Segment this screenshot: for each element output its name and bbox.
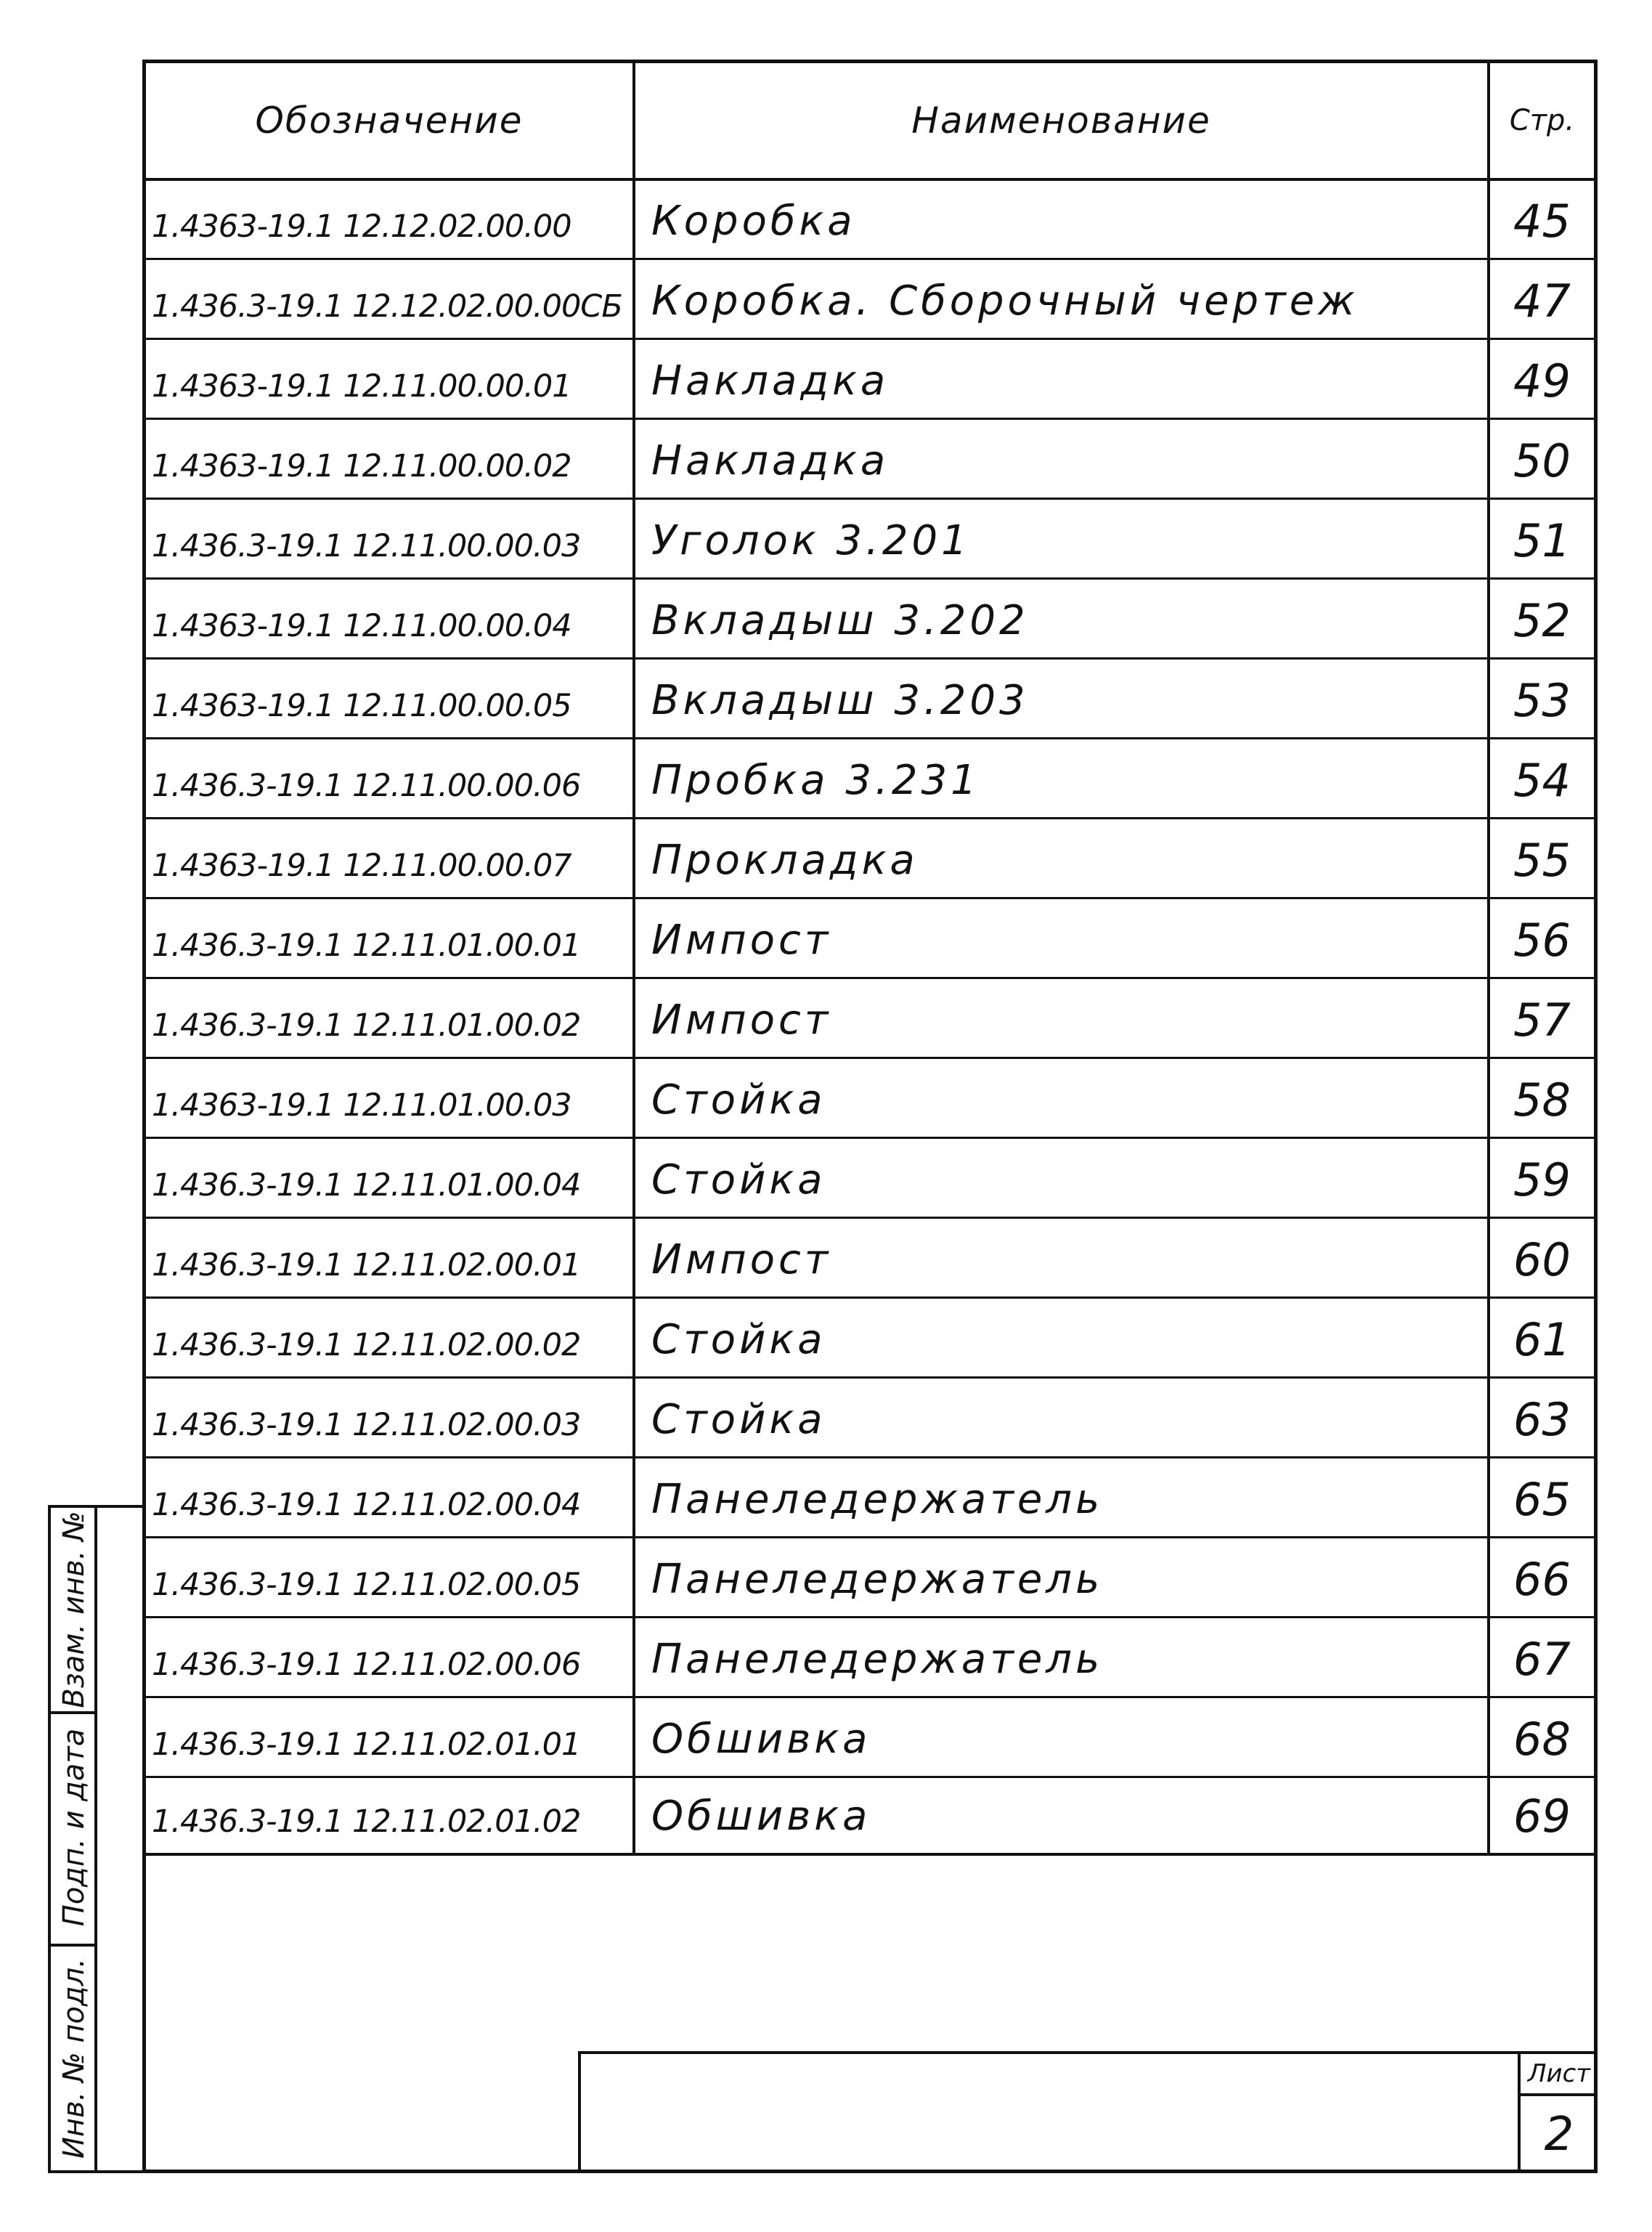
table-row [146,1456,1594,1536]
row-name: Панеледержатель [635,1538,1490,1616]
table-row [146,258,1594,338]
row-name: Прокладка [635,819,1490,897]
row-name: Накладка [635,340,1490,418]
row-page: 61 [1513,1313,1571,1366]
row-designation: 1.436.3-19.1 12.11.02.01.02 [146,1778,635,1853]
row-name: Стойка [635,1379,1490,1456]
row-designation: 1.436.3-19.1 12.11.01.00.01 [146,899,635,977]
table-row [146,498,1594,577]
row-name: Стойка [635,1139,1490,1217]
row-name: Обшивка [635,1698,1490,1776]
table-row [146,1536,1594,1616]
row-name: Вкладыш 3.203 [635,660,1490,737]
row-page: 69 [1513,1790,1571,1843]
row-designation: 1.4363-19.1 12.11.00.00.07 [146,819,635,897]
row-designation: 1.436.3-19.1 12.11.02.00.02 [146,1299,635,1376]
table-row [146,977,1594,1057]
row-name: Импост [635,1219,1490,1296]
row-page: 68 [1513,1713,1571,1766]
table-row [146,1217,1594,1296]
table-row [146,1776,1594,1856]
table-row [146,737,1594,817]
row-page: 52 [1513,594,1571,647]
row-name: Накладка [635,420,1490,498]
row-designation: 1.436.3-19.1 12.11.00.00.06 [146,739,635,817]
header-page: Стр. [1509,104,1575,137]
row-page: 55 [1513,834,1571,887]
row-name: Панеледержатель [635,1458,1490,1536]
row-page: 53 [1513,674,1571,727]
row-designation: 1.4363-19.1 12.11.01.00.03 [146,1059,635,1137]
row-name: Вкладыш 3.202 [635,580,1490,657]
row-page: 57 [1513,994,1571,1047]
table-row [146,577,1594,657]
row-designation: 1.436.3-19.1 12.11.02.00.04 [146,1458,635,1536]
side-stamp [48,1505,142,2173]
row-name: Импост [635,899,1490,977]
row-name: Панеледержатель [635,1618,1490,1696]
row-page: 49 [1513,354,1571,407]
side-stamp-sign-date: Подп. и дата [57,1728,91,1927]
table-row [146,1137,1594,1217]
row-page: 63 [1513,1393,1571,1446]
table-row [146,418,1594,498]
contents-table [146,178,1594,1856]
row-designation: 1.436.3-19.1 12.11.02.00.01 [146,1219,635,1296]
row-designation: 1.436.3-19.1 12.11.01.00.02 [146,979,635,1057]
row-page: 59 [1513,1153,1571,1206]
row-name: Коробка. Сборочный чертеж [635,260,1490,338]
row-page: 58 [1513,1074,1571,1127]
sheet-label: Лист [1521,2054,1598,2096]
header-name: Наименование [635,63,1490,178]
row-name: Стойка [635,1059,1490,1137]
row-designation: 1.4363-19.1 12.12.02.00.00 [146,181,635,258]
table-row [146,817,1594,897]
header-designation: Обозначение [146,63,635,178]
row-page: 66 [1513,1553,1571,1606]
row-page: 56 [1513,914,1571,967]
row-name: Стойка [635,1299,1490,1376]
row-designation: 1.436.3-19.1 12.12.02.00.00СБ [146,260,635,338]
side-stamp-inv-orig: Инв. № подл. [57,1958,91,2159]
row-page: 47 [1513,275,1571,328]
table-row [146,1376,1594,1456]
row-page: 67 [1513,1633,1571,1686]
row-name: Обшивка [635,1778,1490,1853]
row-designation: 1.4363-19.1 12.11.00.00.05 [146,660,635,737]
table-row [146,178,1594,258]
table-row [146,1616,1594,1696]
row-designation: 1.436.3-19.1 12.11.02.01.01 [146,1698,635,1776]
row-designation: 1.436.3-19.1 12.11.02.00.06 [146,1618,635,1696]
sheet-cell [1518,2054,1598,2173]
table-row [146,1296,1594,1376]
title-block [578,2051,1598,2173]
row-designation: 1.4363-19.1 12.11.00.00.01 [146,340,635,418]
row-name: Импост [635,979,1490,1057]
table-row [146,897,1594,977]
row-page: 51 [1513,514,1571,567]
row-designation: 1.4363-19.1 12.11.00.00.02 [146,420,635,498]
row-page: 54 [1513,754,1571,807]
sheet-number: 2 [1544,2108,1574,2162]
row-page: 50 [1513,434,1571,487]
row-designation: 1.4363-19.1 12.11.00.00.04 [146,580,635,657]
table-row [146,1696,1594,1776]
row-page: 65 [1513,1473,1571,1526]
row-page: 60 [1513,1233,1571,1286]
row-designation: 1.436.3-19.1 12.11.01.00.04 [146,1139,635,1217]
row-name: Пробка 3.231 [635,739,1490,817]
row-designation: 1.436.3-19.1 12.11.02.00.03 [146,1379,635,1456]
side-stamp-replace-inv: Взам. инв. № [57,1511,91,1708]
document-frame [142,60,1598,2173]
row-name: Коробка [635,181,1490,258]
row-name: Уголок 3.201 [635,500,1490,577]
row-designation: 1.436.3-19.1 12.11.00.00.03 [146,500,635,577]
table-row [146,657,1594,737]
row-designation: 1.436.3-19.1 12.11.02.00.05 [146,1538,635,1616]
table-row [146,1057,1594,1137]
table-row [146,338,1594,418]
row-page: 45 [1513,195,1571,248]
